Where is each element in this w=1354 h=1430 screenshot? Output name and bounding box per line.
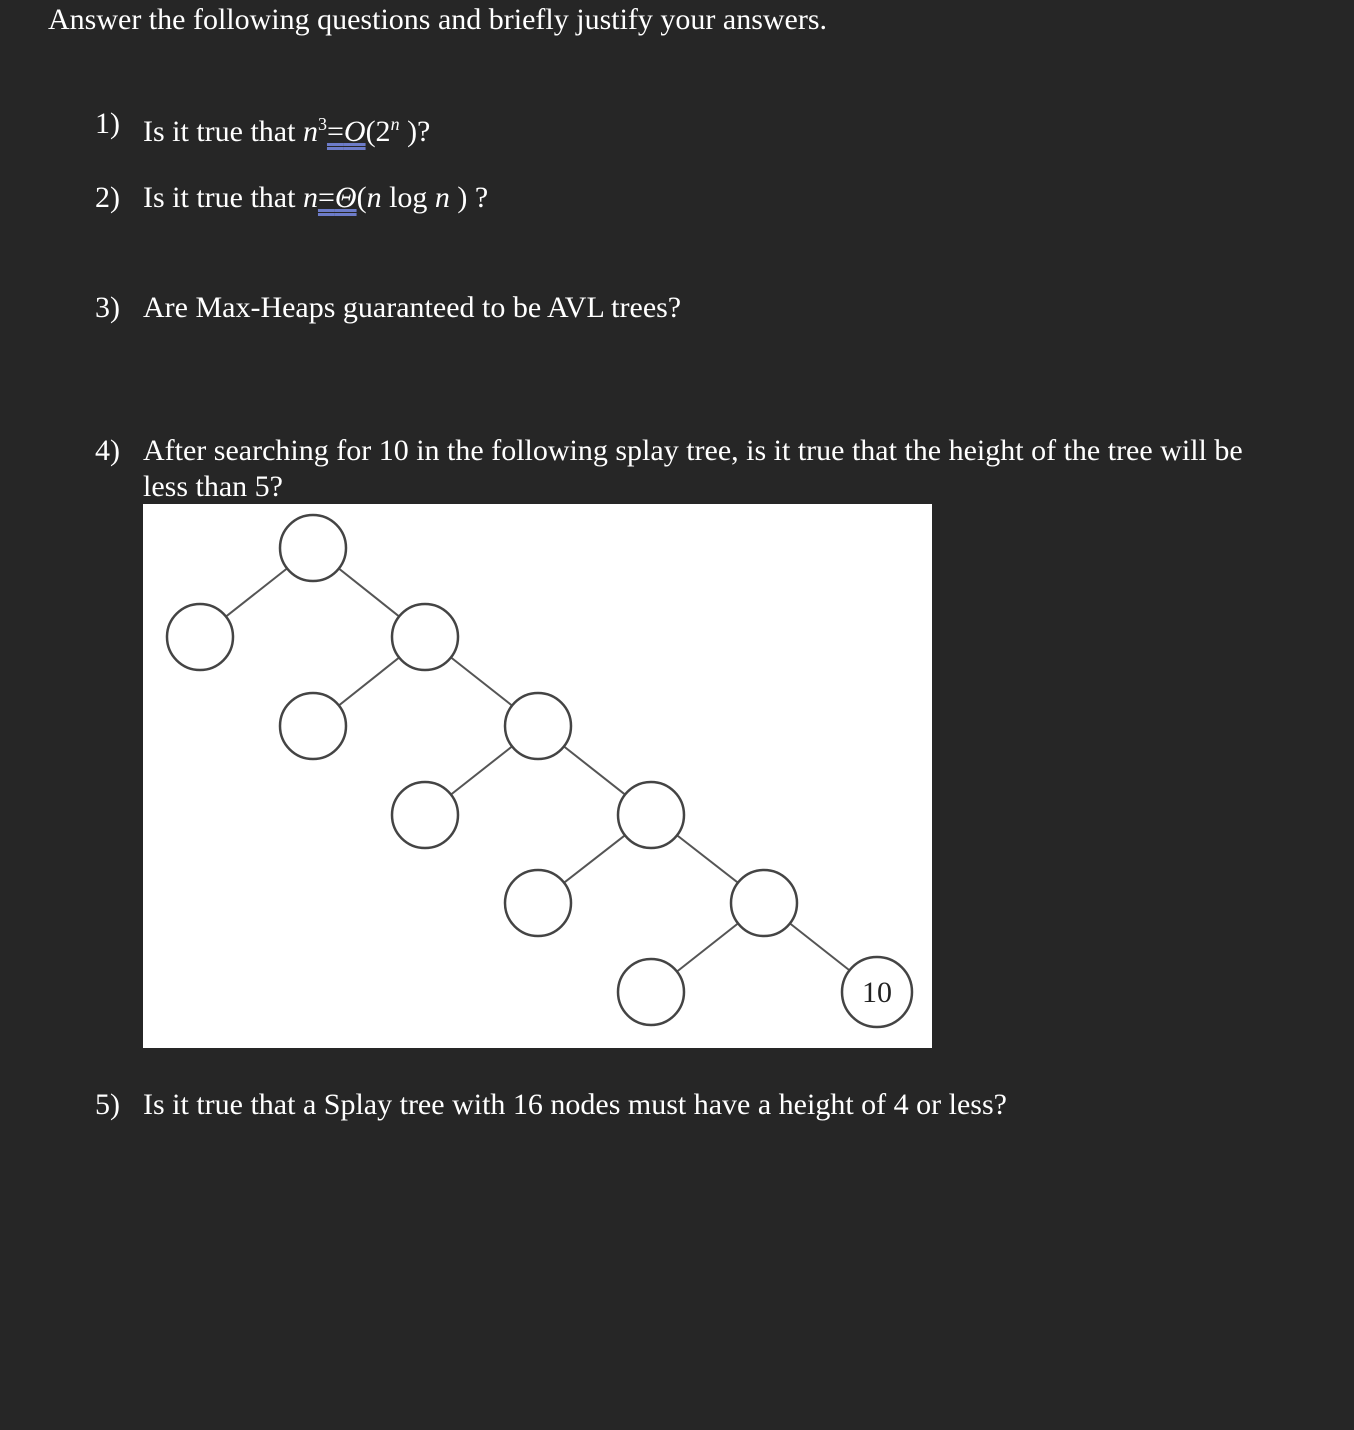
math-close: ) ? — [449, 181, 489, 214]
math-var-n: n — [434, 181, 450, 214]
question-prefix: Is it true that — [143, 181, 303, 214]
question-number: 2) — [95, 181, 120, 214]
question-text — [143, 180, 488, 216]
tree-node-root — [280, 515, 346, 581]
question-text: Are Max-Heaps guaranteed to be AVL trees? — [143, 291, 682, 324]
math-var-n: n — [302, 181, 318, 214]
question-5 — [95, 1087, 1195, 1123]
math-open: ( — [356, 181, 367, 214]
math-var-n: n — [302, 115, 318, 148]
tree-node — [392, 604, 458, 670]
question-text: Is it true that a Splay tree with 16 nodes must have a height of 4 or less? — [143, 1088, 1007, 1121]
math-bigo: =O — [326, 115, 366, 148]
math-theta: =Θ — [317, 181, 357, 214]
question-3 — [95, 290, 995, 326]
tree-node-label: 10 — [862, 976, 892, 1009]
question-text: After searching for 10 in the following splay tree, is it true that the height of the tree will be less than 5? — [143, 434, 1243, 503]
math-arg: (2 — [365, 115, 391, 148]
tree-node — [731, 870, 797, 936]
question-number: 1) — [95, 107, 120, 140]
math-exponent: 3 — [317, 114, 327, 134]
question-1 — [95, 106, 795, 148]
tree-node — [167, 604, 233, 670]
splay-tree-figure — [143, 504, 932, 1048]
math-exponent-n: n — [390, 114, 400, 134]
math-var-n: n — [366, 181, 382, 214]
tree-node-10 — [842, 957, 912, 1027]
question-number: 4) — [95, 434, 120, 467]
question-4 — [95, 433, 1295, 505]
tree-node — [505, 693, 571, 759]
splay-tree-diagram — [143, 504, 932, 1048]
math-close: )? — [399, 115, 431, 148]
tree-node — [618, 782, 684, 848]
question-text — [143, 106, 430, 150]
question-prefix: Is it true that — [143, 115, 303, 148]
question-number: 5) — [95, 1088, 120, 1121]
math-log: log — [381, 181, 435, 214]
tree-node — [505, 870, 571, 936]
question-2 — [95, 180, 795, 216]
tree-node — [280, 693, 346, 759]
instructions-text: Answer the following questions and briefly justify your answers. — [48, 3, 828, 36]
tree-node — [618, 959, 684, 1025]
question-number: 3) — [95, 291, 120, 324]
tree-node — [392, 782, 458, 848]
